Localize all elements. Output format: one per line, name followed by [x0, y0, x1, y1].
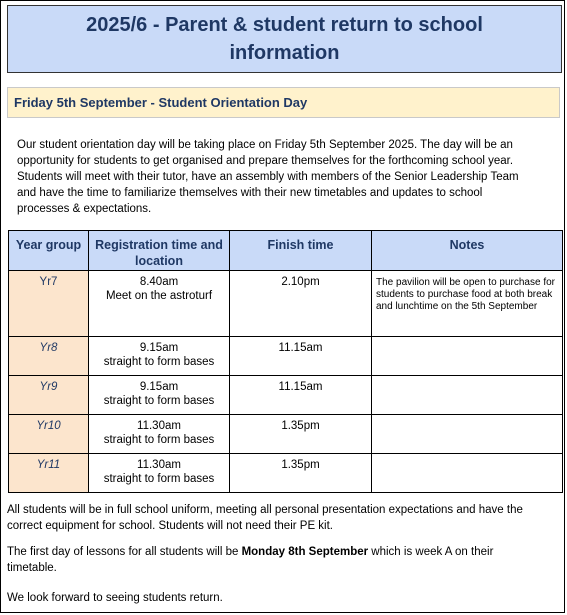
finish-cell: 1.35pm — [230, 415, 372, 454]
table-row — [9, 337, 563, 376]
first-day-prefix: The first day of lessons for all students will be — [7, 546, 242, 558]
schedule-table — [8, 230, 563, 493]
notes-cell: The pavilion will be open to purchase for students to purchase food at both break and lunchtime on the 5th September — [372, 271, 563, 337]
notes-cell — [372, 337, 563, 376]
finish-cell: 2.10pm — [230, 271, 372, 337]
registration-location: straight to form bases — [103, 434, 215, 446]
finish-cell: 11.15am — [230, 376, 372, 415]
finish-cell: 1.35pm — [230, 454, 372, 493]
registration-cell — [89, 337, 230, 376]
table-row — [9, 271, 563, 337]
year-cell: Yr9 — [9, 376, 89, 415]
registration-time: 9.15am — [139, 381, 179, 393]
registration-time: 9.15am — [139, 342, 179, 354]
registration-location: Meet on the astroturf — [105, 290, 213, 302]
registration-time: 8.40am — [139, 276, 179, 288]
year-cell: Yr11 — [9, 454, 89, 493]
notes-cell — [372, 376, 563, 415]
registration-cell — [89, 376, 230, 415]
registration-location: straight to form bases — [103, 356, 215, 368]
title-banner — [7, 5, 562, 73]
notes-cell — [372, 415, 563, 454]
table-row — [9, 415, 563, 454]
header-registration: Registration time and location — [89, 231, 230, 271]
year-cell: Yr7 — [9, 271, 89, 337]
section-heading-box — [7, 87, 560, 118]
table-row — [9, 454, 563, 493]
intro-paragraph: Our student orientation day will be taking place on Friday 5th September 2025. The day will be an opportunity for students to get organised and prepare themselves for the forthcoming school year. Students will meet with their tutor, have an assembly with members of the Senior Leadership Team and have the time to familiarize themselves with their new timetables and updates to school processes & expectations. — [17, 139, 519, 215]
first-day-suffix: which is week A on their timetable. — [7, 546, 494, 574]
header-notes: Notes — [372, 231, 563, 271]
table-header-row — [9, 231, 563, 271]
table-row — [9, 376, 563, 415]
closing-paragraph: We look forward to seeing students return. — [7, 592, 223, 604]
first-day-date: Monday 8th September — [241, 546, 369, 558]
registration-cell — [89, 271, 230, 337]
year-cell: Yr10 — [9, 415, 89, 454]
registration-location: straight to form bases — [103, 473, 215, 485]
header-finish-time: Finish time — [230, 231, 372, 271]
page-title: 2025/6 - Parent & student return to school information — [86, 14, 483, 64]
section-heading: Friday 5th September - Student Orientation Day — [14, 95, 308, 110]
finish-cell: 11.15am — [230, 337, 372, 376]
registration-cell — [89, 454, 230, 493]
registration-cell — [89, 415, 230, 454]
registration-time: 11.30am — [137, 420, 181, 432]
registration-time: 11.30am — [137, 459, 181, 471]
header-year-group: Year group — [9, 231, 89, 271]
uniform-paragraph: All students will be in full school uniform, meeting all personal presentation expectations and have the correct equipment for school. Students will not need their PE kit. — [7, 504, 523, 532]
registration-location: straight to form bases — [103, 395, 215, 407]
notes-cell — [372, 454, 563, 493]
first-day-paragraph — [7, 544, 527, 576]
year-cell: Yr8 — [9, 337, 89, 376]
